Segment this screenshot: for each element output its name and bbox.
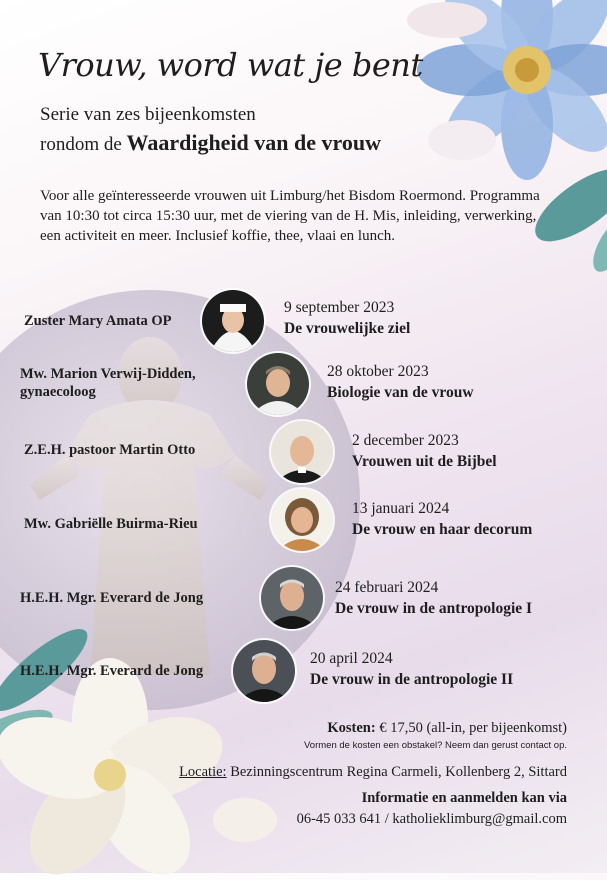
speaker-name: Mw. Gabriëlle Buirma-Rieu [24, 516, 198, 532]
session-topic: Vrouwen uit de Bijbel [352, 453, 497, 470]
portrait-icon [261, 567, 323, 629]
subtitle-prefix: rondom de [40, 134, 122, 155]
subtitle-line2 [40, 130, 381, 156]
flower-top-icon [407, 0, 607, 290]
portrait-icon [247, 353, 309, 415]
session-date: 2 december 2023 [352, 432, 459, 449]
speaker-name-line2: gynaecoloog [20, 384, 96, 400]
speaker-name: Z.E.H. pastoor Martin Otto [24, 442, 196, 458]
speaker-name: H.E.H. Mgr. Everard de Jong [20, 590, 204, 606]
session-date: 9 september 2023 [284, 299, 395, 316]
portrait-icon [271, 421, 333, 483]
subtitle-line1: Serie van zes bijeenkomsten [40, 104, 256, 125]
speaker-name: H.E.H. Mgr. Everard de Jong [20, 663, 204, 679]
session-topic: De vrouw in de antropologie II [310, 671, 514, 688]
session-date: 28 oktober 2023 [327, 363, 429, 380]
page-title: Vrouw, word wat je bent [38, 46, 423, 84]
location-line [179, 764, 567, 781]
session-topic: De vrouw en haar decorum [352, 521, 533, 538]
session-date: 24 februari 2024 [335, 579, 439, 596]
portrait-icon [202, 290, 264, 352]
session-date: 20 april 2024 [310, 650, 393, 667]
location-value: Bezinningscentrum Regina Carmeli, Kollenberg 2, Sittard [226, 764, 567, 780]
speaker-name-line1: Mw. Marion Verwij-Didden, [20, 366, 196, 382]
portrait-icon [233, 640, 295, 702]
costs-label: Kosten: [327, 720, 376, 736]
info-text: Informatie en aanmelden kan via [361, 790, 567, 806]
session-topic: De vrouwelijke ziel [284, 320, 411, 337]
flower-bottom-icon [0, 610, 280, 880]
contact-details[interactable]: 06-45 033 641 / katholieklimburg@gmail.com [296, 811, 567, 827]
session-topic: Biologie van de vrouw [327, 384, 474, 401]
costs-line [327, 720, 567, 737]
speaker-name [20, 365, 196, 401]
intro-text: Voor alle geïnteresseerde vrouwen uit Limburg/het Bisdom Roermond. Programma van 10:30 tot circa 15:30 uur, met de viering van de H. Mis, inleiding, verwerking, een activiteit en meer. Inclusief koffie, thee, vlaai en lunch. [40, 188, 540, 244]
session-date: 13 januari 2024 [352, 500, 450, 517]
costs-note: Vormen de kosten een obstakel? Neem dan gerust contact op. [304, 740, 567, 751]
costs-value: € 17,50 (all-in, per bijeenkomst) [375, 720, 567, 736]
portrait-icon [271, 489, 333, 551]
session-topic: De vrouw in de antropologie I [335, 600, 533, 617]
subtitle-emphasis: Waardigheid van de vrouw [126, 130, 382, 155]
location-label: Locatie: [179, 764, 227, 780]
speaker-name: Zuster Mary Amata OP [24, 313, 172, 329]
